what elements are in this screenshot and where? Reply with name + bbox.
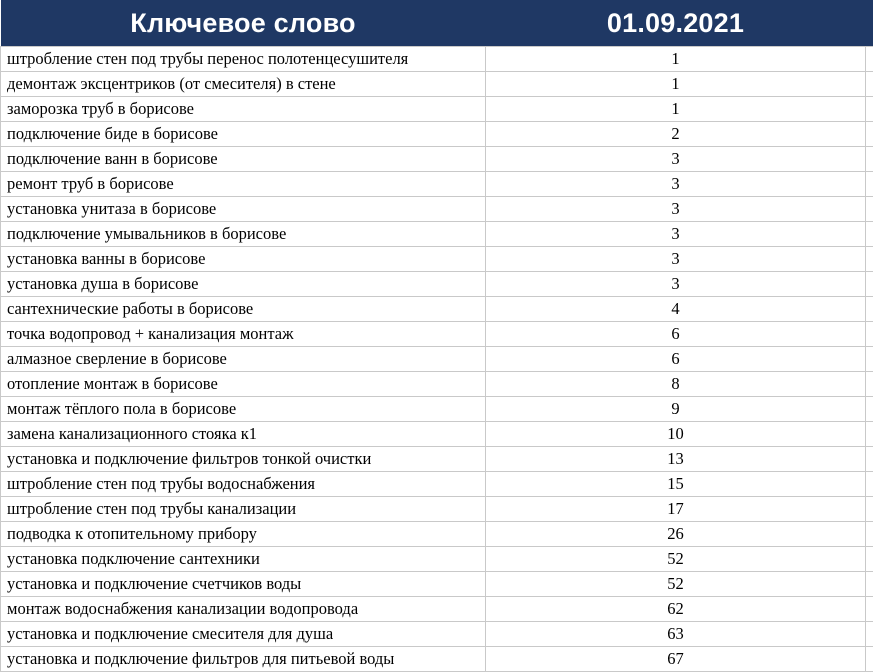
- cell-value: 15: [486, 472, 866, 497]
- cell-edge: [866, 172, 873, 197]
- table-row: [1, 222, 873, 247]
- cell-edge: [866, 197, 873, 222]
- table-row: [1, 347, 873, 372]
- cell-value: 52: [486, 572, 866, 597]
- cell-keyword: подключение ванн в борисове: [1, 147, 486, 172]
- cell-edge: [866, 447, 873, 472]
- cell-value: 62: [486, 597, 866, 622]
- cell-value: 26: [486, 522, 866, 547]
- cell-edge: [866, 222, 873, 247]
- cell-value: 10: [486, 422, 866, 447]
- cell-keyword: установка душа в борисове: [1, 272, 486, 297]
- cell-edge: [866, 647, 873, 672]
- cell-keyword: установка ванны в борисове: [1, 247, 486, 272]
- cell-edge: [866, 322, 873, 347]
- table-row: [1, 622, 873, 647]
- cell-value: 9: [486, 397, 866, 422]
- cell-keyword: подводка к отопительному прибору: [1, 522, 486, 547]
- cell-edge: [866, 297, 873, 322]
- table-row: [1, 547, 873, 572]
- cell-value: 8: [486, 372, 866, 397]
- cell-value: 4: [486, 297, 866, 322]
- table-row: [1, 247, 873, 272]
- table-row: [1, 297, 873, 322]
- cell-keyword: установка и подключение счетчиков воды: [1, 572, 486, 597]
- cell-edge: [866, 397, 873, 422]
- column-header-keyword: Ключевое слово: [1, 0, 486, 47]
- cell-keyword: подключение биде в борисове: [1, 122, 486, 147]
- cell-edge: [866, 147, 873, 172]
- table-row: [1, 497, 873, 522]
- cell-value: 1: [486, 97, 866, 122]
- table-row: [1, 372, 873, 397]
- cell-edge: [866, 47, 873, 72]
- table-row: [1, 522, 873, 547]
- cell-value: 1: [486, 47, 866, 72]
- table-body: [1, 47, 873, 672]
- cell-edge: [866, 372, 873, 397]
- cell-keyword: установка подключение сантехники: [1, 547, 486, 572]
- table-row: [1, 422, 873, 447]
- cell-keyword: точка водопровод + канализация монтаж: [1, 322, 486, 347]
- column-header-date: 01.09.2021: [486, 0, 866, 47]
- cell-edge: [866, 122, 873, 147]
- cell-value: 13: [486, 447, 866, 472]
- table-row: [1, 97, 873, 122]
- cell-value: 1: [486, 72, 866, 97]
- cell-edge: [866, 522, 873, 547]
- cell-edge: [866, 97, 873, 122]
- cell-keyword: штробление стен под трубы перенос полотенцесушителя: [1, 47, 486, 72]
- cell-value: 2: [486, 122, 866, 147]
- cell-edge: [866, 272, 873, 297]
- cell-keyword: установка и подключение фильтров для питьевой воды: [1, 647, 486, 672]
- table-row: [1, 272, 873, 297]
- cell-keyword: установка и подключение смесителя для душа: [1, 622, 486, 647]
- cell-edge: [866, 247, 873, 272]
- table-header-row: [1, 0, 873, 47]
- cell-keyword: демонтаж эксцентриков (от смесителя) в стене: [1, 72, 486, 97]
- table-row: [1, 472, 873, 497]
- cell-value: 3: [486, 147, 866, 172]
- table-header: [1, 0, 873, 47]
- cell-keyword: установка унитаза в борисове: [1, 197, 486, 222]
- cell-keyword: замена канализационного стояка к1: [1, 422, 486, 447]
- cell-value: 3: [486, 172, 866, 197]
- cell-value: 52: [486, 547, 866, 572]
- table-row: [1, 147, 873, 172]
- cell-keyword: отопление монтаж в борисове: [1, 372, 486, 397]
- cell-keyword: сантехнические работы в борисове: [1, 297, 486, 322]
- table-row: [1, 572, 873, 597]
- table-row: [1, 72, 873, 97]
- table-row: [1, 197, 873, 222]
- cell-edge: [866, 547, 873, 572]
- cell-edge: [866, 347, 873, 372]
- cell-edge: [866, 472, 873, 497]
- cell-value: 63: [486, 622, 866, 647]
- table-row: [1, 122, 873, 147]
- cell-edge: [866, 497, 873, 522]
- column-header-edge: [866, 0, 873, 47]
- cell-value: 6: [486, 322, 866, 347]
- cell-keyword: монтаж тёплого пола в борисове: [1, 397, 486, 422]
- cell-value: 3: [486, 222, 866, 247]
- cell-keyword: алмазное сверление в борисове: [1, 347, 486, 372]
- table-row: [1, 172, 873, 197]
- table-row: [1, 322, 873, 347]
- cell-edge: [866, 622, 873, 647]
- cell-value: 67: [486, 647, 866, 672]
- cell-edge: [866, 72, 873, 97]
- cell-edge: [866, 422, 873, 447]
- table-row: [1, 397, 873, 422]
- cell-value: 3: [486, 197, 866, 222]
- cell-keyword: монтаж водоснабжения канализации водопровода: [1, 597, 486, 622]
- cell-keyword: ремонт труб в борисове: [1, 172, 486, 197]
- cell-value: 17: [486, 497, 866, 522]
- cell-keyword: штробление стен под трубы водоснабжения: [1, 472, 486, 497]
- table-row: [1, 597, 873, 622]
- table-row: [1, 47, 873, 72]
- cell-value: 3: [486, 272, 866, 297]
- table-row: [1, 447, 873, 472]
- cell-edge: [866, 572, 873, 597]
- cell-value: 3: [486, 247, 866, 272]
- cell-keyword: установка и подключение фильтров тонкой очистки: [1, 447, 486, 472]
- table-row: [1, 647, 873, 672]
- cell-value: 6: [486, 347, 866, 372]
- cell-edge: [866, 597, 873, 622]
- cell-keyword: подключение умывальников в борисове: [1, 222, 486, 247]
- cell-keyword: заморозка труб в борисове: [1, 97, 486, 122]
- cell-keyword: штробление стен под трубы канализации: [1, 497, 486, 522]
